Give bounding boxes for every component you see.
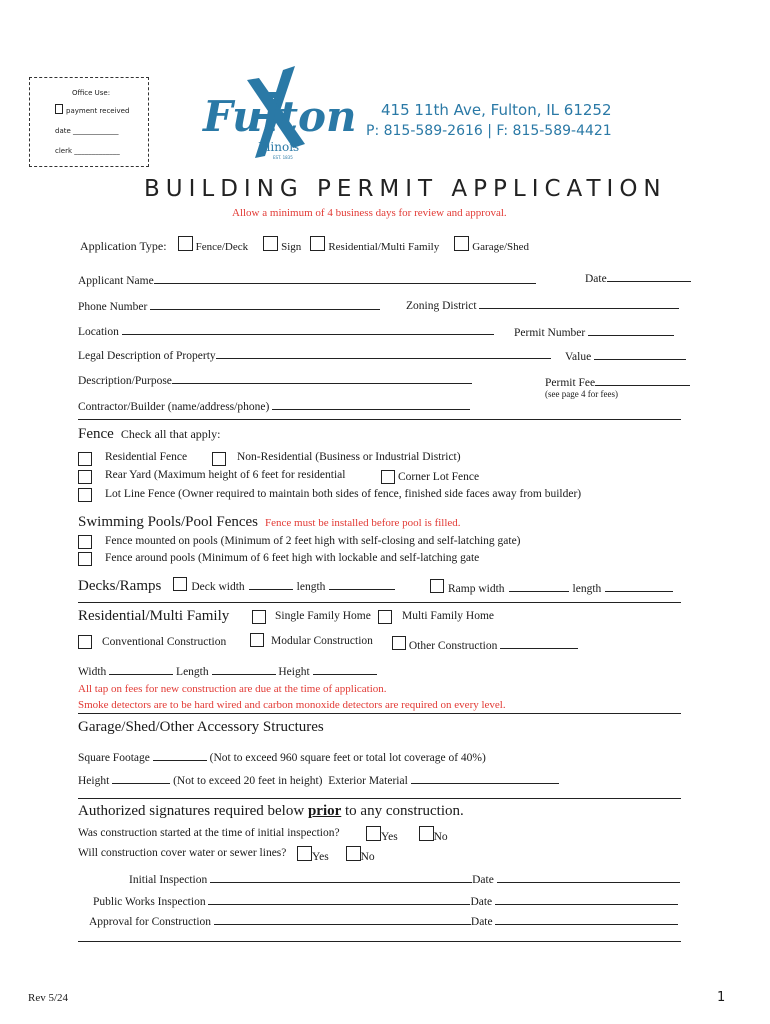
checkbox-residential[interactable] (310, 236, 325, 251)
exterior-material-field[interactable] (411, 772, 559, 784)
checkbox-nonresidential-fence[interactable] (212, 452, 226, 466)
q2-answers: Yes No (297, 846, 375, 863)
logo-est: EST. 1835 (273, 155, 293, 160)
checkbox-sign[interactable] (263, 236, 278, 251)
other-construction-field[interactable] (500, 637, 578, 649)
label-lot-line: Lot Line Fence (Owner required to maintain both sides of fence, finished side faces away from builder) (105, 488, 582, 500)
checkbox-fence-mounted-pool[interactable] (78, 535, 92, 549)
label-rear-yard: Rear Yard (Maximum height of 6 feet for residential (105, 469, 346, 481)
application-type-row: Application Type: Fence/Deck Sign Residential/Multi Family Garage/Shed (80, 236, 529, 254)
pools-heading: Swimming Pools/Pool Fences (78, 514, 259, 530)
garage-height-field[interactable] (112, 772, 170, 784)
checkbox-other-construction[interactable] (392, 636, 406, 650)
divider-1 (78, 419, 681, 420)
phone-field[interactable] (150, 298, 380, 310)
ramp-length-field[interactable] (605, 580, 673, 592)
checkbox-conventional[interactable] (78, 635, 92, 649)
checkbox-corner-lot[interactable] (381, 470, 395, 484)
label-residential-fence: Residential Fence (105, 451, 188, 463)
location-field[interactable] (122, 323, 494, 335)
description-field[interactable] (172, 372, 472, 384)
application-type-label: Application Type: (80, 239, 167, 253)
checkbox-q2-yes[interactable] (297, 846, 312, 861)
header-address: 415 11th Ave, Fulton, IL 61252 (381, 101, 612, 119)
initial-inspection-signature[interactable] (210, 871, 472, 883)
initial-inspection-row: Initial Inspection Date (129, 871, 680, 886)
dimensions-row: Width Length Height (78, 663, 377, 678)
residential-heading: Residential/Multi Family (78, 608, 230, 624)
applicant-name-field[interactable] (154, 272, 536, 284)
permit-fee-row: Permit Fee (545, 374, 690, 389)
permit-fee-field[interactable] (595, 374, 690, 386)
label-conventional: Conventional Construction (102, 636, 227, 648)
office-payment: payment received (55, 104, 129, 115)
approval-row: Approval for Construction Date (89, 913, 678, 928)
page-title: BUILDING PERMIT APPLICATION (144, 176, 667, 202)
approval-date[interactable] (495, 913, 678, 925)
pools-heading-row (78, 513, 461, 531)
location-row: Location (78, 323, 494, 338)
pools-note: Fence must be installed before pool is filled. (265, 517, 461, 529)
checkbox-lot-line[interactable] (78, 488, 92, 502)
legal-description-field[interactable] (216, 347, 551, 359)
contractor-row: Contractor/Builder (name/address/phone) (78, 398, 470, 413)
checkbox-q1-yes[interactable] (366, 826, 381, 841)
label-multi-family: Multi Family Home (402, 610, 494, 622)
initial-inspection-date[interactable] (497, 871, 680, 883)
permit-number-row: Permit Number (514, 324, 674, 339)
checkbox-q2-no[interactable] (346, 846, 361, 861)
header-phone: P: 815-589-2616 | F: 815-589-4421 (366, 123, 612, 139)
checkbox-q1-no[interactable] (419, 826, 434, 841)
width-field[interactable] (109, 663, 173, 675)
checkbox-modular[interactable] (250, 633, 264, 647)
office-clerk: clerk _____________ (55, 147, 120, 155)
description-row: Description/Purpose (78, 372, 472, 387)
phone-row: Phone Number (78, 298, 380, 313)
question-construction-started: Was construction started at the time of initial inspection? (78, 827, 340, 839)
divider-3 (78, 713, 681, 714)
approval-signature[interactable] (214, 913, 471, 925)
label-fence-mounted-pool: Fence mounted on pools (Minimum of 2 feet high with self-closing and self-latching gate) (105, 535, 521, 547)
fence-sub: Check all that apply: (120, 427, 221, 441)
date-field[interactable] (607, 270, 691, 282)
office-date: date _____________ (55, 127, 119, 135)
ramp-row: Ramp width length (430, 579, 673, 597)
height-field[interactable] (313, 663, 377, 675)
checkbox-single-family[interactable] (252, 610, 266, 624)
square-footage-field[interactable] (153, 749, 207, 761)
garage-heading: Garage/Shed/Other Accessory Structures (78, 719, 324, 735)
office-use-title: Office Use: (72, 89, 111, 97)
zoning-field[interactable] (479, 297, 679, 309)
public-works-signature[interactable] (208, 893, 470, 905)
page-number: 1 (717, 990, 726, 1005)
square-footage-row: Square Footage (Not to exceed 960 square feet or total lot coverage of 40%) (78, 749, 486, 764)
value-row: Value (565, 348, 686, 363)
ramp-width-field[interactable] (509, 580, 569, 592)
label-single-family: Single Family Home (275, 610, 371, 622)
value-field[interactable] (594, 348, 686, 360)
fence-heading: Fence (78, 426, 114, 442)
divider-5 (78, 941, 681, 942)
garage-height-row: Height (Not to exceed 20 feet in height) Exterior Material (78, 772, 559, 787)
revision-label: Rev 5/24 (28, 992, 69, 1004)
applicant-name-row: Applicant Name (78, 272, 536, 287)
detector-note: Smoke detectors are to be hard wired and carbon monoxide detectors are required on every level. (78, 699, 506, 711)
decks-row: Decks/Ramps Deck width length (78, 577, 395, 595)
divider-4 (78, 798, 681, 799)
tap-fee-note: All tap on fees for new construction are due at the time of application. (78, 683, 387, 695)
checkbox-multi-family[interactable] (378, 610, 392, 624)
checkbox-garage-shed[interactable] (454, 236, 469, 251)
public-works-date[interactable] (495, 893, 678, 905)
deck-width-field[interactable] (249, 578, 293, 590)
label-nonresidential-fence: Non-Residential (Business or Industrial District) (237, 451, 461, 463)
length-field[interactable] (212, 663, 276, 675)
checkbox-residential-fence[interactable] (78, 452, 92, 466)
legal-description-row: Legal Description of Property (78, 347, 551, 362)
checkbox-deck[interactable] (173, 577, 187, 591)
decks-heading: Decks/Ramps (78, 578, 162, 594)
zoning-row: Zoning District (406, 297, 679, 312)
logo-name: Fulton (203, 92, 357, 141)
label-corner-lot: Corner Lot Fence (398, 471, 480, 483)
contractor-field[interactable] (272, 398, 470, 410)
question-cover-lines: Will construction cover water or sewer lines? (78, 847, 287, 859)
checkbox-fence-around-pool[interactable] (78, 552, 92, 566)
divider-2 (78, 602, 681, 603)
deck-length-field[interactable] (329, 578, 395, 590)
checkbox-rear-yard[interactable] (78, 470, 92, 484)
date-row: Date (585, 270, 691, 285)
payment-checkbox[interactable] (55, 104, 63, 114)
signatures-heading: Authorized signatures required below prior to any construction. (78, 803, 464, 819)
review-notice: Allow a minimum of 4 business days for review and approval. (232, 207, 507, 219)
checkbox-ramp[interactable] (430, 579, 444, 593)
logo-state: Illinois (258, 140, 300, 154)
public-works-row: Public Works Inspection Date (93, 893, 678, 908)
permit-number-field[interactable] (588, 324, 674, 336)
checkbox-fence-deck[interactable] (178, 236, 193, 251)
fence-heading-row (78, 425, 220, 443)
other-construction-row: Other Construction (392, 636, 578, 652)
label-fence-around-pool: Fence around pools (Minimum of 6 feet high with lockable and self-latching gate (105, 552, 480, 564)
q1-answers: Yes No (366, 826, 448, 843)
fee-note: (see page 4 for fees) (545, 389, 618, 399)
label-modular: Modular Construction (271, 635, 373, 647)
